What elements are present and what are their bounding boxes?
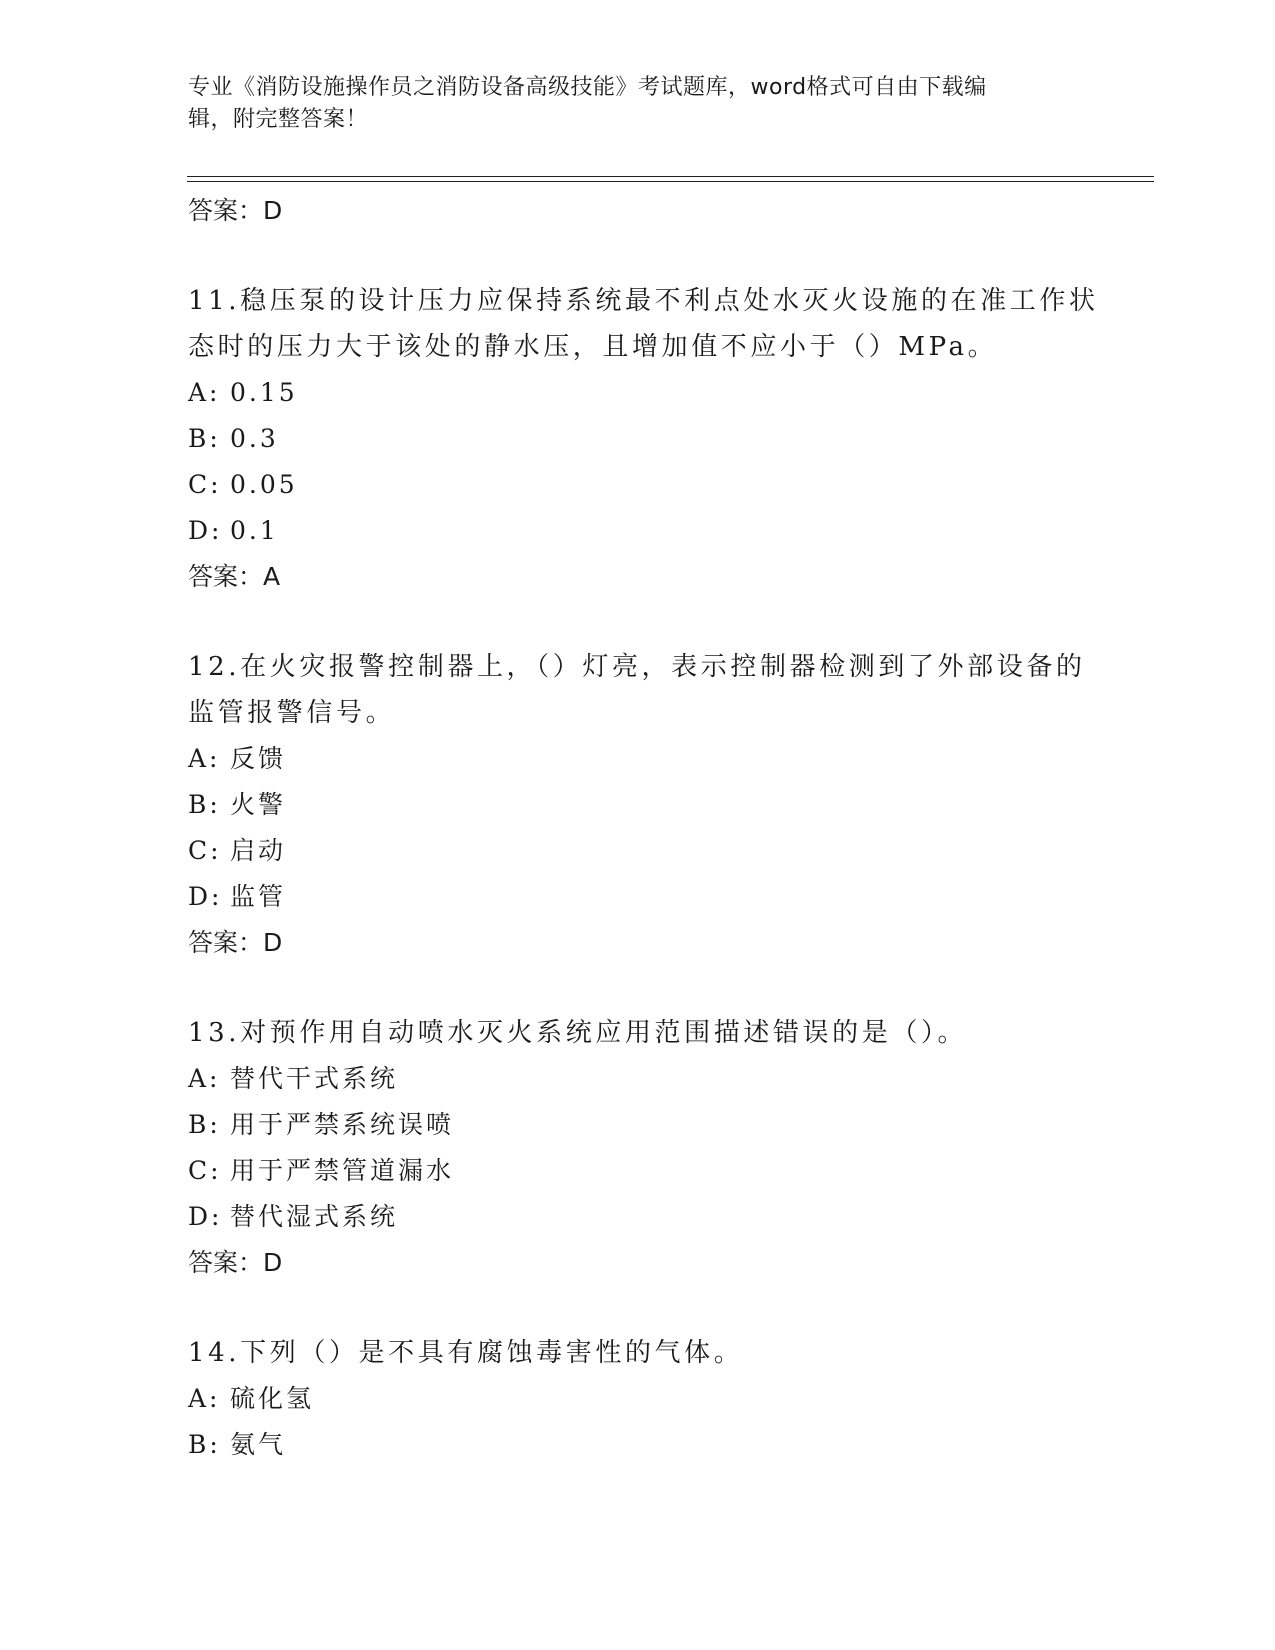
- option-a: [188, 736, 1088, 782]
- option-a: [188, 370, 1088, 416]
- option-text: 0.3: [230, 424, 279, 453]
- question-stem: [188, 1330, 1088, 1376]
- option-text: 替代湿式系统: [230, 1202, 399, 1231]
- option-text: 火警: [230, 790, 287, 819]
- question-stem: [188, 644, 1088, 736]
- option-c: [188, 828, 1088, 874]
- question-stem-line: 11.稳压泵的设计压力应保持系统最不利点处水灭火设施的在准工作状: [188, 286, 1099, 316]
- option-key: B:: [188, 1430, 221, 1459]
- option-d: [188, 1194, 1088, 1240]
- option-key: D:: [188, 1202, 223, 1231]
- header-line-2: 辑，附完整答案！: [188, 107, 369, 132]
- option-key: C:: [188, 1156, 222, 1185]
- answer-line: 答案：D: [188, 928, 283, 957]
- question-stem-line: 13.对预作用自动喷水灭火系统应用范围描述错误的是（）。: [188, 1018, 968, 1048]
- option-key: A:: [188, 378, 221, 407]
- option-key: C:: [188, 470, 222, 499]
- option-key: C:: [188, 836, 222, 865]
- question-stem-line: 态时的压力大于该处的静水压，且增加值不应小于（）MPa。: [188, 332, 998, 362]
- question-stem-line: 监管报警信号。: [188, 698, 396, 728]
- option-text: 0.05: [230, 470, 298, 499]
- option-text: 启动: [230, 836, 287, 865]
- option-text: 监管: [230, 882, 287, 911]
- option-text: 硫化氢: [230, 1384, 315, 1413]
- question-item: [188, 278, 1099, 600]
- question-item: [188, 1010, 1088, 1286]
- option-b: [188, 782, 1088, 828]
- header-line-1: 专业《消防设施操作员之消防设备高级技能》考试题库，word格式可自由下载编: [188, 75, 987, 100]
- option-d: [188, 874, 1088, 920]
- option-key: D:: [188, 882, 223, 911]
- answer-line: 答案：A: [188, 562, 281, 591]
- option-c: [188, 462, 1088, 508]
- option-b: [188, 1102, 1088, 1148]
- option-text: 0.15: [230, 378, 298, 407]
- question-item: [188, 1330, 1088, 1468]
- question-stem-line: 14.下列（）是不具有腐蚀毒害性的气体。: [188, 1338, 744, 1368]
- option-key: A:: [188, 744, 221, 773]
- option-b: [188, 416, 1088, 462]
- option-text: 反馈: [230, 744, 287, 773]
- option-key: D:: [188, 516, 223, 545]
- document-header: [188, 72, 1088, 136]
- option-d: [188, 508, 1088, 554]
- answer-line: 答案：D: [188, 196, 283, 225]
- question-item: [188, 644, 1088, 966]
- option-text: 替代干式系统: [230, 1064, 399, 1093]
- header-divider-top: [187, 176, 1154, 177]
- question-stem: [188, 278, 1099, 370]
- option-a: [188, 1056, 1088, 1102]
- question-stem: [188, 1010, 1088, 1056]
- question-list: [188, 188, 1099, 1468]
- option-c: [188, 1148, 1088, 1194]
- header-divider-bottom: [187, 181, 1154, 182]
- option-text: 用于严禁系统误喷: [230, 1110, 455, 1139]
- option-text: 0.1: [230, 516, 279, 545]
- option-b: [188, 1422, 1088, 1468]
- option-key: A:: [188, 1064, 221, 1093]
- option-key: B:: [188, 1110, 221, 1139]
- option-text: 用于严禁管道漏水: [230, 1156, 455, 1185]
- option-text: 氨气: [230, 1430, 287, 1459]
- option-a: [188, 1376, 1088, 1422]
- option-key: B:: [188, 424, 221, 453]
- question-stem-line: 12.在火灾报警控制器上，（）灯亮，表示控制器检测到了外部设备的: [188, 652, 1086, 682]
- answer-line: 答案：D: [188, 1248, 283, 1277]
- option-key: A:: [188, 1384, 221, 1413]
- option-key: B:: [188, 790, 221, 819]
